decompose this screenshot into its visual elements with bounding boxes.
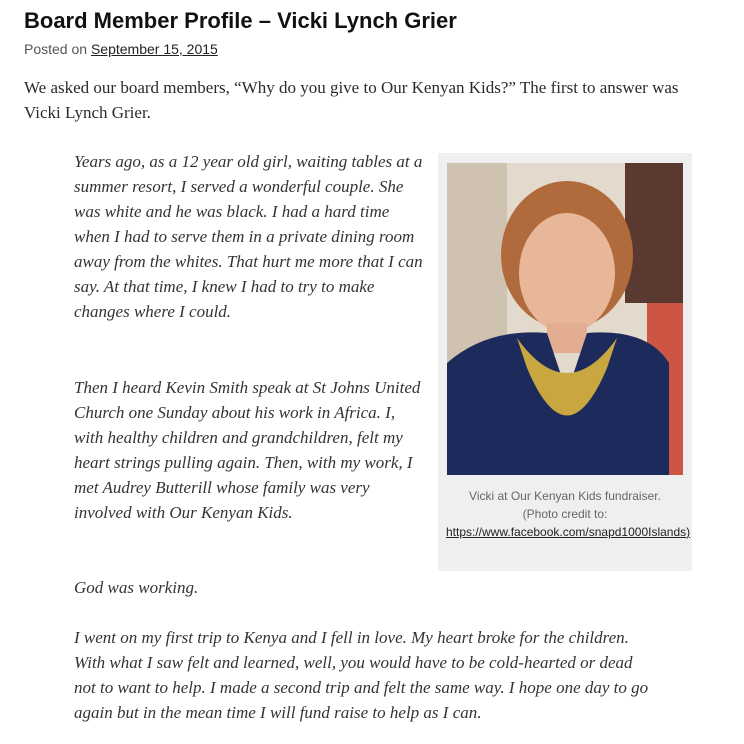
caption-link-line	[446, 523, 692, 541]
quote-paragraph-1: Years ago, as a 12 year old girl, waiting tables at a summer resort, I served a wonderful couple. She was white and he was black. I had a hard time when I had to serve them in a private dining room away from the whites. That hurt me more that I can say. At that time, I knew I had to try to make changes where I could.	[74, 152, 423, 321]
intro-paragraph: We asked our board members, “Why do you give to Our Kenyan Kids?” The first to answer was Vicki Lynch Grier.	[24, 78, 679, 122]
post-meta	[24, 41, 218, 57]
caption-line-1: Vicki at Our Kenyan Kids fundraiser.	[469, 489, 661, 503]
photo-caption	[438, 487, 692, 541]
portrait-photo	[447, 163, 683, 475]
posted-on-label: Posted on	[24, 41, 88, 57]
photo-credit-link[interactable]: https://www.facebook.com/snapd1000Islands	[446, 525, 687, 539]
caption-line-2: (Photo credit to:	[522, 507, 608, 521]
quote-paragraph-2: Then I heard Kevin Smith speak at St Johns United Church one Sunday about his work in Africa. I, with healthy children and grandchildren, felt my heart strings pulling again. Then, with my work, I met Audrey Butterill whose family was very involved with Our Kenyan Kids.	[74, 378, 421, 522]
photo-figure	[438, 153, 692, 571]
post-title: Board Member Profile – Vicki Lynch Grier	[24, 8, 457, 33]
caption-close-paren: )	[686, 525, 691, 539]
post-date-link[interactable]: September 15, 2015	[90, 41, 218, 57]
quote-paragraph-3: God was working.	[74, 578, 199, 597]
quote-paragraph-4: I went on my first trip to Kenya and I fell in love. My heart broke for the children. With what I saw felt and learned, well, you would have to be cold-hearted or dead not to want to help. I made a second trip and felt the same way. I hope one day to go again but in the mean time I will fund raise to help as I can.	[74, 628, 649, 722]
